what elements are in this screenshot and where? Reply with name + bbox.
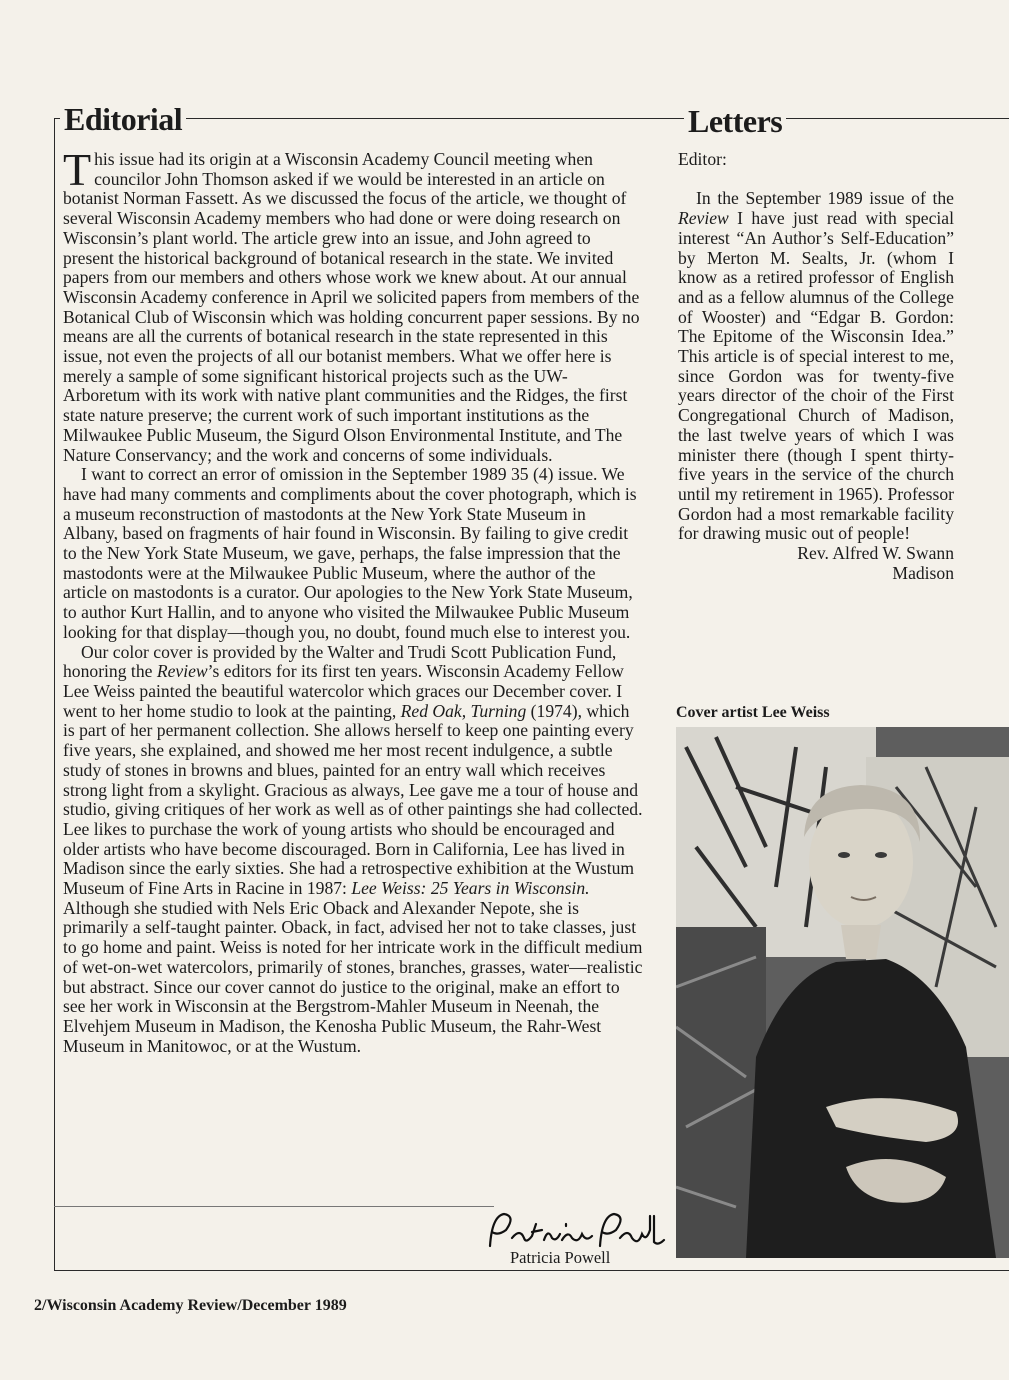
letters-paragraph [678, 189, 954, 544]
letters-body-part-b: I have just read with special interest “An Author’s Self-Education” by Merton M. Sealts, Jr. (whom I know as a retired professor of English and as a fellow alumnus of the College of Wooster) and “Edgar B. Gordon: The Epitome of the Wisconsin Idea.” This article is of special interest to me, since Gordon was for twenty-five years director of the choir of the First Congregational Church of Madison, the last twelve years of which I was minister there (though I spent thirty-five years in the service of the church until my retirement in 1965). Professor Gordon had a most remarkable facility for drawing music out of people! [678, 208, 954, 544]
cover-artist-photo [676, 727, 1009, 1258]
editorial-p3-part-c: (1974), which is part of her permanent collection. She allows herself to keep one painting every five years, she explained, and showed me her most recent indulgence, a subtle study of stones in browns and blues, painted for an entry wall which receives strong light from a skylight. Gracious as always, Lee gave me a tour of house and studio, giving critiques of her work as well as of other paintings she had collected. Lee likes to purchase the work of young artists who should be encouraged and older artists who have become discouraged. Born in California, Lee has lived in Madison since the early sixties. She had a retrospective exhibition at the Wustum Museum of Fine Arts in Racine in 1987: [63, 700, 643, 899]
editorial-p3-painting-title: Red Oak, Turning [400, 700, 527, 721]
cover-artist-caption: Cover artist Lee Weiss [676, 704, 830, 721]
letters-salutation: Editor: [678, 149, 727, 169]
letters-body [678, 150, 954, 583]
editorial-p3-review-title: Review [156, 661, 208, 682]
letters-sender-name: Rev. Alfred W. Swann [797, 543, 954, 564]
editorial-paragraph-3 [63, 643, 643, 1057]
letters-heading: Letters [684, 103, 786, 139]
editorial-body [63, 144, 643, 1056]
editorial-p3-part-b: ’s editors for its first ten years. Wisconsin Academy Fellow Lee Weiss painted the beautiful watercolor which graces our December cover. I went to her home studio to look at the painting, [63, 661, 624, 721]
page-rule-bottom [54, 1270, 1009, 1271]
portrait-illustration [676, 727, 1009, 1258]
editorial-paragraph-2: I want to correct an error of omission in the September 1989 35 (4) issue. We have had many comments and compliments about the cover photograph, which is a museum reconstruction of mastodonts at the New York State Museum in Albany, based on fragments of hair found in Wisconsin. By failing to give credit to the New York State Museum, we gave, perhaps, the false impression that the mastodonts were at the Milwaukee Public Museum, where the author of the article on mastodonts is a curator. Our apologies to the New York State Museum, to author Kurt Hallin, and to anyone who visited the Milwaukee Public Museum looking for that display—though you, no doubt, found much else to interest you. [63, 464, 637, 642]
letters-body-part-a: In the September 1989 issue of the [696, 188, 954, 209]
editorial-p3-part-d: Although she studied with Nels Eric Oback and Alexander Nepote, she is primarily a self-taught painter. Oback, in fact, advised her not to take classes, just to go home and paint. Weiss is noted for her intricate work in the difficult medium of wet-on-wet watercolors, primarily of stones, branches, grasses, water—realistic but abstract. Since our cover cannot do justice to the original, make an effort to see her work in Wisconsin at the Bergstrom-Mahler Museum in Neenah, the Elvehjem Museum in Madison, the Kenosha Public Museum, the Rahr-West Museum in Manitowoc, or at the Wustum. [63, 897, 643, 1056]
editorial-paragraph-1 [63, 144, 643, 465]
letters-review-title: Review [678, 208, 729, 229]
editorial-heading: Editorial [60, 101, 186, 137]
editorial-frame-left [54, 118, 55, 1270]
letters-sender-city: Madison [892, 562, 954, 583]
editorial-frame-top [54, 118, 1009, 119]
editorial-inner-rule [54, 1206, 494, 1207]
editorial-paragraph-1-text: his issue had its origin at a Wisconsin Academy Council meeting when councilor John Thomson asked if we would be interested in an article on botanist Norman Fassett. As we discussed the focus of the article, we thought of several Wisconsin Academy members who had done or were doing research on Wisconsin’s plant world. The article grew into an issue, and John agreed to present the historical background of botanical research in the state. We invited papers from our members and others whose work we knew about. At our annual Wisconsin Academy conference in April we solicited papers from members of the Botanical Club of Wisconsin which was holding concurrent paper sessions. By no means are all the currents of botanical research in the state represented in this issue, not even the projects of all our botanist members. What we offer here is merely a sample of some significant historical projects such as the UW-Arboretum with its work with native plant communities and the Ridges, the first state nature preserve; the current work of such important institutions as the Milwaukee Public Museum, the Sigurd Olson Environmental Institute, and The Nature Conservancy; and the work and concerns of some individuals. [63, 149, 640, 465]
editorial-p3-part-a: Our color cover is provided by the Walter and Trudi Scott Publication Fund, honoring the [63, 641, 617, 682]
editorial-dropcap: T [63, 144, 92, 195]
signature-name: Patricia Powell [510, 1248, 611, 1267]
page-footer: 2/Wisconsin Academy Review/December 1989 [34, 1297, 347, 1314]
editorial-p3-exhibition-title: Lee Weiss: 25 Years in Wisconsin. [351, 878, 590, 899]
